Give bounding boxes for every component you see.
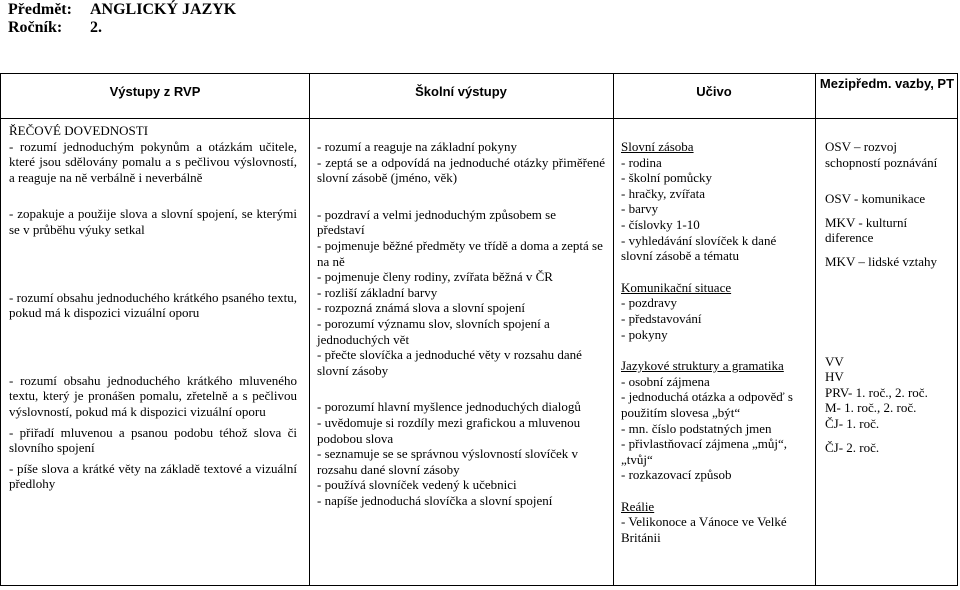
school-item: - porozumí hlavní myšlence jednoduchých dialogů <box>317 399 581 415</box>
column-divider <box>815 74 816 585</box>
vocab-item: - číslovky 1-10 <box>621 216 700 232</box>
rvp-item: - rozumí obsahu jednoduchého krátkého mluveného textu, který je pronášen pomalu, zřetelně a s pečlivou výslovností, pokud má k dispozici vizuální oporu <box>9 372 297 419</box>
ucivo-column <box>621 139 807 546</box>
subject-abbr: PRV- 1. roč., 2. roč. <box>825 384 928 400</box>
pt-item: OSV - komunikace <box>825 191 926 207</box>
school-item: - používá slovníček vedený k učebnici <box>317 477 517 493</box>
subject-value: ANGLICKÝ JAZYK <box>90 1 237 18</box>
school-item: - uvědomuje si rozdíly mezi grafickou a mluvenou podobou slova <box>317 414 581 446</box>
pt-item: OSV – rozvoj schopností poznávání <box>825 139 938 170</box>
subject-label: Předmět: <box>8 1 72 18</box>
grammar-item: - rozkazovací způsob <box>621 467 732 483</box>
header-divider <box>1 118 957 119</box>
school-column <box>317 139 605 508</box>
school-item: - pojmenuje běžné předměty ve třídě a doma a zeptá se na ně <box>317 237 603 269</box>
rvp-section-title: ŘEČOVÉ DOVEDNOSTI <box>9 123 149 138</box>
column-divider <box>309 74 310 585</box>
rvp-item: - rozumí jednoduchým pokynům a otázkám učitele, které jsou sdělovány pomalu a s pečlivou výslovností, a reaguje na ně verbálně i neverbálně <box>9 138 297 185</box>
grammar-item: - mn. číslo podstatných jmen <box>621 420 772 436</box>
school-item: - napíše jednoduchá slovíčka a slovní spojení <box>317 492 553 508</box>
situations-title: Komunikační situace <box>621 279 732 295</box>
subject-line <box>8 0 236 19</box>
rvp-column <box>9 123 297 492</box>
pt-item: MKV – lidské vztahy <box>825 253 938 269</box>
subject-abbr: ČJ- 2. roč. <box>825 439 880 455</box>
rvp-item: - přiřadí mluvenou a psanou podobu téhož slova či slovního spojení <box>9 424 297 456</box>
grammar-item: - přivlastňovací zájmena „můj“, „tvůj“ <box>621 436 788 467</box>
subject-abbr: VV <box>825 353 844 369</box>
rvp-item: - rozumí obsahu jednoduchého krátkého psaného textu, pokud má k dispozici vizuální oporu <box>9 289 297 321</box>
school-item: - pozdraví a velmi jednoduchým způsobem se představí <box>317 206 556 238</box>
column-header-school: Školní výstupy <box>415 84 507 99</box>
curriculum-table <box>0 73 958 586</box>
column-header-ucivo: Učivo <box>696 84 732 99</box>
school-item: - pojmenuje členy rodiny, zvířata běžná v ČR <box>317 269 553 285</box>
vocab-item: - rodina <box>621 154 662 170</box>
vocab-item: - školní pomůcky <box>621 170 712 186</box>
pt-column <box>825 139 955 455</box>
grade-value: 2. <box>90 19 102 36</box>
grammar-item: - osobní zájmena <box>621 373 710 389</box>
pt-item: MKV - kulturní diference <box>825 214 908 246</box>
situations-item: - pokyny <box>621 326 668 342</box>
situations-item: - pozdravy <box>621 295 677 311</box>
rvp-item: - píše slova a krátké věty na základě textové a vizuální předlohy <box>9 460 297 492</box>
school-item: - rozumí a reaguje na základní pokyny <box>317 139 517 154</box>
grammar-item: - jednoduchá otázka a odpověď s použitím slovesa „být“ <box>621 389 793 420</box>
subject-abbr: M- 1. roč., 2. roč. <box>825 400 917 416</box>
school-item: - zeptá se a odpovídá na jednoduché otázky přiměřené slovní zásobě (jméno, věk) <box>317 154 605 186</box>
grade-line <box>8 18 102 37</box>
situations-item: - představování <box>621 310 702 326</box>
column-divider <box>613 74 614 585</box>
grade-label: Ročník: <box>8 19 63 36</box>
rvp-item: - zopakuje a použije slova a slovní spojení, se kterými se v průběhu výuky setkal <box>9 206 297 237</box>
subject-abbr: HV <box>825 369 844 385</box>
school-item: - rozpozná známá slova a slovní spojení <box>317 300 525 316</box>
column-header-pt: Mezipředm. vazby, PT <box>819 76 955 91</box>
vocab-item: - vyhledávání slovíček k dané slovní zásobě a tématu <box>621 232 777 264</box>
school-item: - rozliší základní barvy <box>317 284 438 300</box>
realia-item: - Velikonoce a Vánoce ve Velké Británii <box>621 514 787 546</box>
realia-title: Reálie <box>621 498 655 514</box>
subject-abbr: ČJ- 1. roč. <box>825 415 880 431</box>
vocab-item: - hračky, zvířata <box>621 185 705 201</box>
school-item: - přečte slovíčka a jednoduché věty v rozsahu dané slovní zásoby <box>317 347 582 378</box>
school-item: - porozumí významu slov, slovních spojení a jednoduchých vět <box>317 315 550 347</box>
vocab-title: Slovní zásoba <box>621 139 694 154</box>
vocab-item: - barvy <box>621 201 659 217</box>
column-header-rvp: Výstupy z RVP <box>109 84 201 99</box>
school-item: - seznamuje se se správnou výslovností slovíček v rozsahu dané slovní zásoby <box>317 446 579 477</box>
grammar-title: Jazykové struktury a gramatika <box>621 358 784 374</box>
